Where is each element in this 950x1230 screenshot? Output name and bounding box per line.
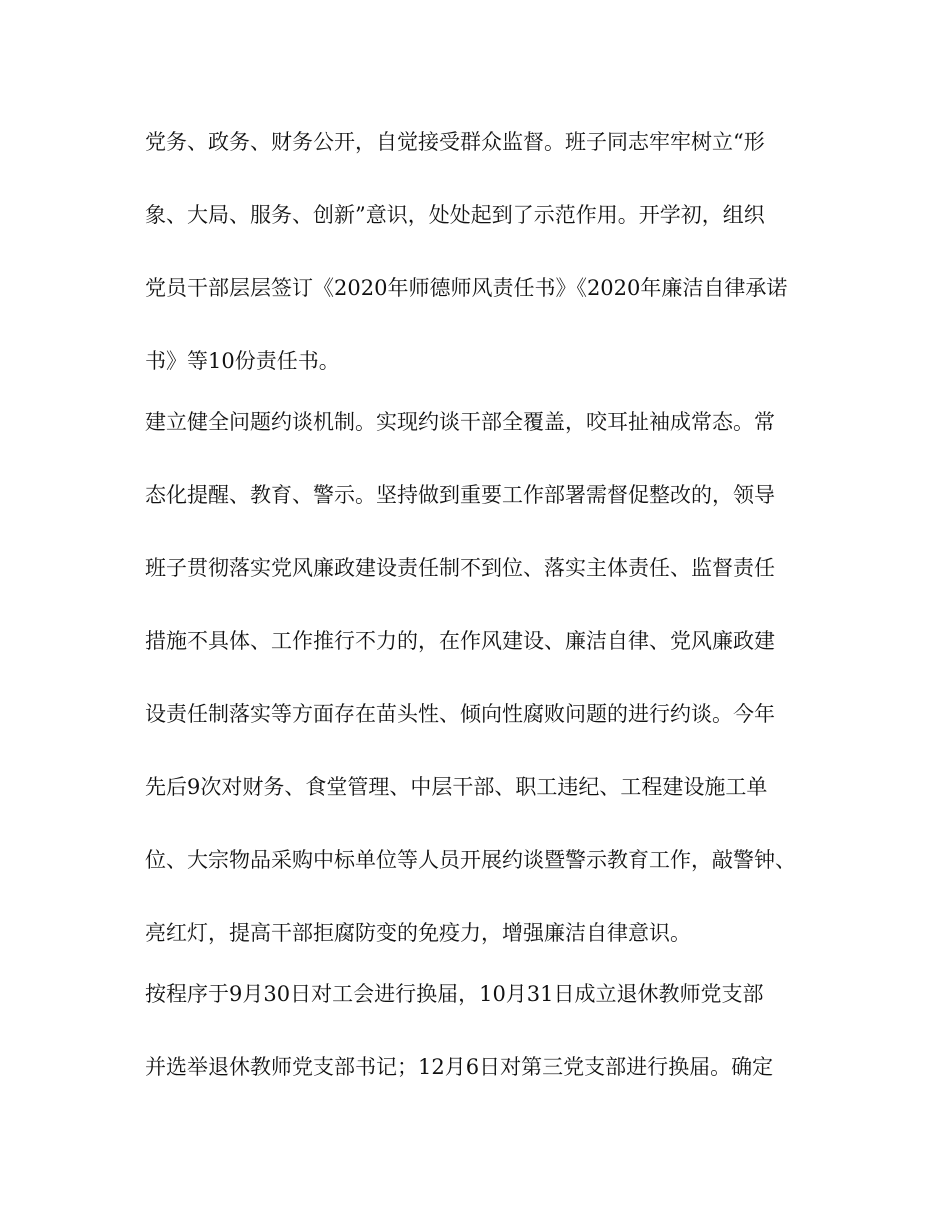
text-line: 按程序于9月30日对工会进行换届，10月31日成立退休教师党支部 bbox=[145, 982, 764, 1006]
text-line: 措施不具体、工作推行不力的，在作风建设、廉洁自律、党风廉政建 bbox=[145, 629, 775, 653]
text-line: 态化提醒、教育、警示。坚持做到重要工作部署需督促整改的，领导 bbox=[145, 483, 775, 507]
text-line: 位、大宗物品采购中标单位等人员开展约谈暨警示教育工作，敲警钟、 bbox=[145, 848, 796, 872]
text-line: 并选举退休教师党支部书记；12月6日对第三党支部进行换届。确定 bbox=[145, 1055, 774, 1079]
text-line: 设责任制落实等方面存在苗头性、倾向性腐败问题的进行约谈。今年 bbox=[145, 702, 775, 726]
text-line: 党员干部层层签订《2020年师德师风责任书》《2020年廉洁自律承诺 bbox=[145, 276, 788, 300]
text-line: 亮红灯，提高干部拒腐防变的免疫力，增强廉洁自律意识。 bbox=[145, 921, 691, 945]
text-line: 先后9次对财务、食堂管理、中层干部、职工违纪、工程建设施工单 bbox=[145, 775, 768, 799]
text-line: 建立健全问题约谈机制。实现约谈干部全覆盖，咬耳扯袖成常态。常 bbox=[145, 410, 775, 434]
text-line: 象、大局、服务、创新”意识，处处起到了示范作用。开学初，组织 bbox=[145, 203, 765, 227]
text-line: 书》等10份责任书。 bbox=[145, 349, 340, 373]
text-line: 党务、政务、财务公开，自觉接受群众监督。班子同志牢牢树立“形 bbox=[145, 130, 765, 154]
text-line: 班子贯彻落实党风廉政建设责任制不到位、落实主体责任、监督责任 bbox=[145, 556, 775, 580]
